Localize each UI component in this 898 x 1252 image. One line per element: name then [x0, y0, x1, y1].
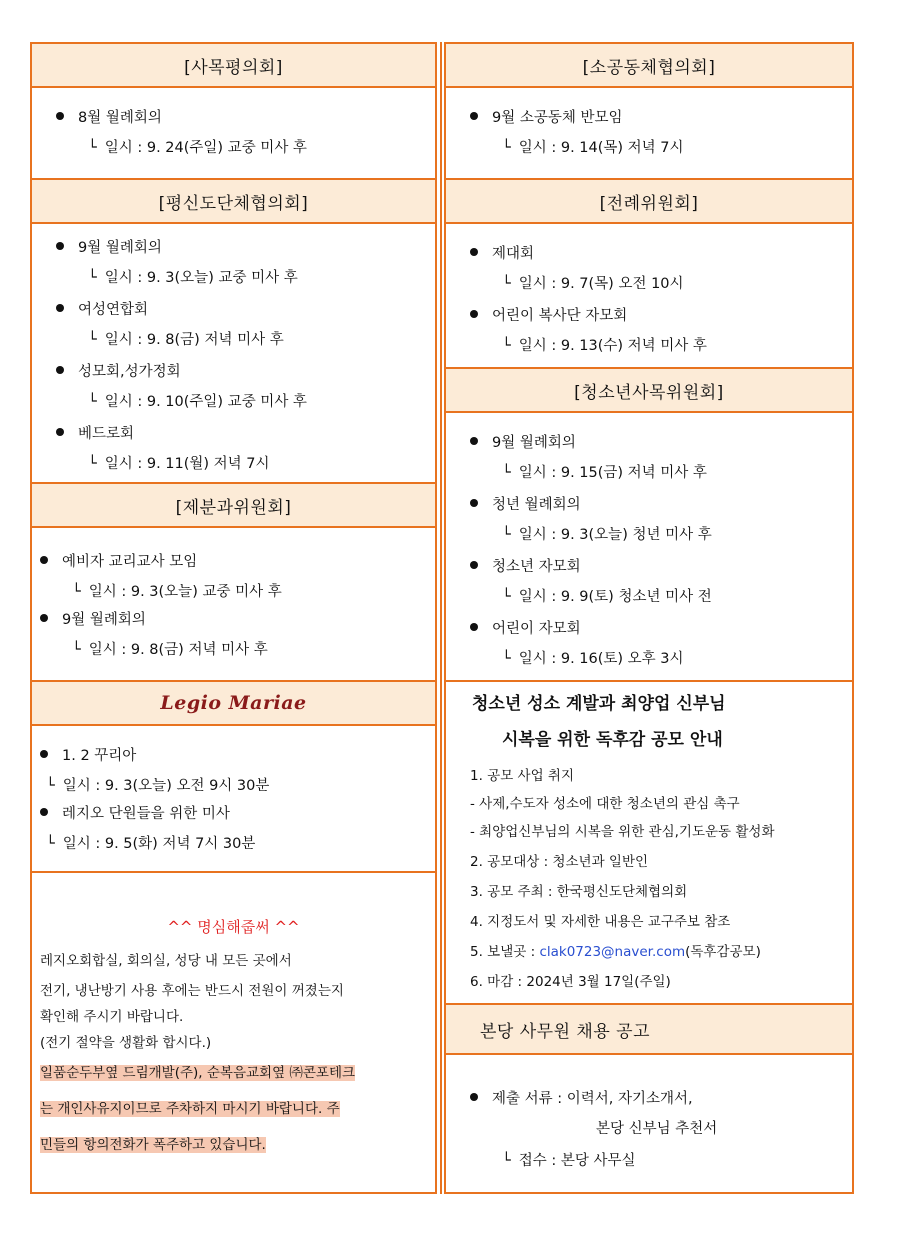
contest-section: [444, 680, 854, 1005]
bullet-icon: [56, 242, 64, 250]
corner-arrow-icon: └: [502, 140, 511, 156]
list-item-detail: └ 일시 : 9. 16(토) 오후 3시: [502, 651, 684, 667]
parking-warning-line: 는 개인사유지이므로 주차하지 마시기 바랍니다. 주: [40, 1101, 340, 1117]
notice-line: 전기, 냉난방기 사용 후에는 반드시 전원이 꺼졌는지: [40, 983, 344, 999]
list-item-detail: └ 일시 : 9. 24(주일) 교중 미사 후: [88, 140, 307, 156]
bullet-icon: [56, 304, 64, 312]
corner-arrow-icon: └: [88, 332, 97, 348]
corner-arrow-icon: └: [502, 651, 511, 667]
list-item-detail: └ 일시 : 9. 3(오늘) 교중 미사 후: [88, 270, 298, 286]
corner-arrow-icon: └: [502, 338, 511, 354]
contest-line: 4. 지정도서 및 자세한 내용은 교구주보 참조: [470, 914, 731, 930]
list-item-detail: └ 일시 : 9. 14(목) 저녁 7시: [502, 140, 684, 156]
parking-warning-line: 일품순두부옆 드림개발(주), 순복음교회옆 ㈜콘포테크: [40, 1065, 356, 1081]
parking-warning-line: 민들의 항의전화가 폭주하고 있습니다.: [40, 1137, 266, 1153]
section-header: [사목평의회]: [32, 44, 435, 88]
list-item-cont: 본당 신부님 추천서: [596, 1121, 718, 1137]
bullet-icon: [56, 366, 64, 374]
contest-title-line2: 시복을 위한 독후감 공모 안내: [502, 730, 723, 750]
list-item: 성모회,성가정회: [56, 362, 181, 382]
bullet-icon: [470, 112, 478, 120]
bullet-icon: [470, 310, 478, 318]
list-item: 어린이 자모회: [470, 619, 581, 639]
section-header: [32, 682, 435, 726]
list-item: 9월 월례회의: [470, 433, 576, 453]
corner-arrow-icon: └: [88, 456, 97, 472]
corner-arrow-icon: └: [88, 394, 97, 410]
list-item: 청년 월례회의: [470, 495, 581, 515]
bullet-icon: [56, 112, 64, 120]
list-item: 제대회: [470, 244, 534, 264]
sogongdong-section: [444, 42, 854, 180]
contest-line: 1. 공모 사업 취지: [470, 768, 574, 784]
corner-arrow-icon: └: [72, 584, 81, 600]
list-item: 레지오 단원들을 위한 미사: [40, 804, 230, 824]
section-header: [제분과위원회]: [32, 484, 435, 528]
list-item: 예비자 교리교사 모임: [40, 552, 197, 572]
list-item-detail: └ 일시 : 9. 3(오늘) 교중 미사 후: [72, 584, 282, 600]
contest-line: 5. 보낼곳 : clak0723@naver.com(독후감공모): [470, 944, 761, 960]
list-item-detail: └ 일시 : 9. 10(주일) 교중 미사 후: [88, 394, 307, 410]
bullet-icon: [470, 623, 478, 631]
corner-arrow-icon: └: [72, 642, 81, 658]
bullet-icon: [56, 428, 64, 436]
list-item: 9월 월례회의: [40, 610, 146, 630]
list-item-detail: └ 일시 : 9. 8(금) 저녁 미사 후: [88, 332, 284, 348]
pyeongsin-section: [30, 178, 437, 484]
list-item-detail: └ 일시 : 9. 9(토) 청소년 미사 전: [502, 589, 712, 605]
list-item: 9월 월례회의: [56, 238, 162, 258]
bullet-icon: [40, 750, 48, 758]
bullet-icon: [40, 614, 48, 622]
contest-line: 3. 공모 주최 : 한국평신도단체협의회: [470, 884, 688, 900]
jebun-section: [30, 482, 437, 682]
list-item-detail: └ 일시 : 9. 7(목) 오전 10시: [502, 276, 684, 292]
list-item: 어린이 복사단 자모회: [470, 306, 627, 326]
bullet-icon: [470, 499, 478, 507]
notice-title: ^^ 명심해줍써 ^^: [167, 918, 300, 936]
bullet-icon: [470, 248, 478, 256]
column-divider: [440, 42, 442, 1194]
list-item-detail: └ 일시 : 9. 13(수) 저녁 미사 후: [502, 338, 707, 354]
notice-line: (전기 절약을 생활화 합시다.): [40, 1035, 212, 1051]
bulletin-frame: [30, 42, 854, 1194]
corner-arrow-icon: └: [502, 1153, 511, 1169]
section-header: [청소년사목위원회]: [446, 369, 852, 413]
list-item-detail: └ 일시 : 9. 3(오늘) 오전 9시 30분: [46, 778, 270, 794]
list-item-detail: └ 일시 : 9. 5(화) 저녁 7시 30분: [46, 836, 256, 852]
corner-arrow-icon: └: [88, 270, 97, 286]
notice-line: 확인해 주시기 바랍니다.: [40, 1009, 184, 1025]
samok-section: [30, 42, 437, 180]
list-item: 청소년 자모회: [470, 557, 581, 577]
legio-section: [30, 680, 437, 873]
section-header: 본당 사무원 채용 공고: [446, 1005, 852, 1055]
corner-arrow-icon: └: [502, 465, 511, 481]
bullet-icon: [40, 808, 48, 816]
list-item: 9월 소공동체 반모임: [470, 108, 623, 128]
section-header: [전례위원회]: [446, 180, 852, 224]
list-item: 제출 서류 : 이력서, 자기소개서,: [470, 1089, 693, 1109]
bullet-icon: [40, 556, 48, 564]
bullet-icon: [470, 437, 478, 445]
list-item-detail: └ 접수 : 본당 사무실: [502, 1153, 636, 1169]
contest-line: 6. 마감 : 2024년 3월 17일(주일): [470, 974, 671, 990]
section-header: [소공동체협의회]: [446, 44, 852, 88]
list-item-detail: └ 일시 : 9. 3(오늘) 청년 미사 후: [502, 527, 712, 543]
contest-title-line1: 청소년 성소 계발과 최양업 신부님: [472, 694, 726, 714]
list-item-detail: └ 일시 : 9. 15(금) 저녁 미사 후: [502, 465, 707, 481]
jeonrye-section: [444, 178, 854, 369]
corner-arrow-icon: └: [502, 276, 511, 292]
bullet-icon: [470, 561, 478, 569]
bullet-icon: [470, 1093, 478, 1101]
hiring-section: [444, 1003, 854, 1194]
notice-line: 레지오회합실, 회의실, 성당 내 모든 곳에서: [40, 953, 292, 969]
contest-line: - 최양업신부님의 시복을 위한 관심,기도운동 활성화: [470, 824, 775, 840]
corner-arrow-icon: └: [46, 778, 55, 794]
corner-arrow-icon: └: [502, 589, 511, 605]
contest-line: - 사제,수도자 성소에 대한 청소년의 관심 촉구: [470, 796, 740, 812]
youth-section: [444, 367, 854, 682]
list-item-detail: └ 일시 : 9. 11(월) 저녁 7시: [88, 456, 270, 472]
contest-email-link[interactable]: clak0723@naver.com: [539, 944, 686, 960]
corner-arrow-icon: └: [46, 836, 55, 852]
section-header: [평신도단체협의회]: [32, 180, 435, 224]
list-item: 베드로회: [56, 424, 134, 444]
list-item-detail: └ 일시 : 9. 8(금) 저녁 미사 후: [72, 642, 268, 658]
list-item: 1. 2 꾸리아: [40, 746, 136, 766]
list-item: 8월 월례회의: [56, 108, 162, 128]
list-item: 여성연합회: [56, 300, 148, 320]
legio-mariae-title: Legio Mariae: [160, 692, 307, 714]
notice-section: [30, 871, 437, 1194]
contest-line: 2. 공모대상 : 청소년과 일반인: [470, 854, 649, 870]
corner-arrow-icon: └: [502, 527, 511, 543]
corner-arrow-icon: └: [88, 140, 97, 156]
